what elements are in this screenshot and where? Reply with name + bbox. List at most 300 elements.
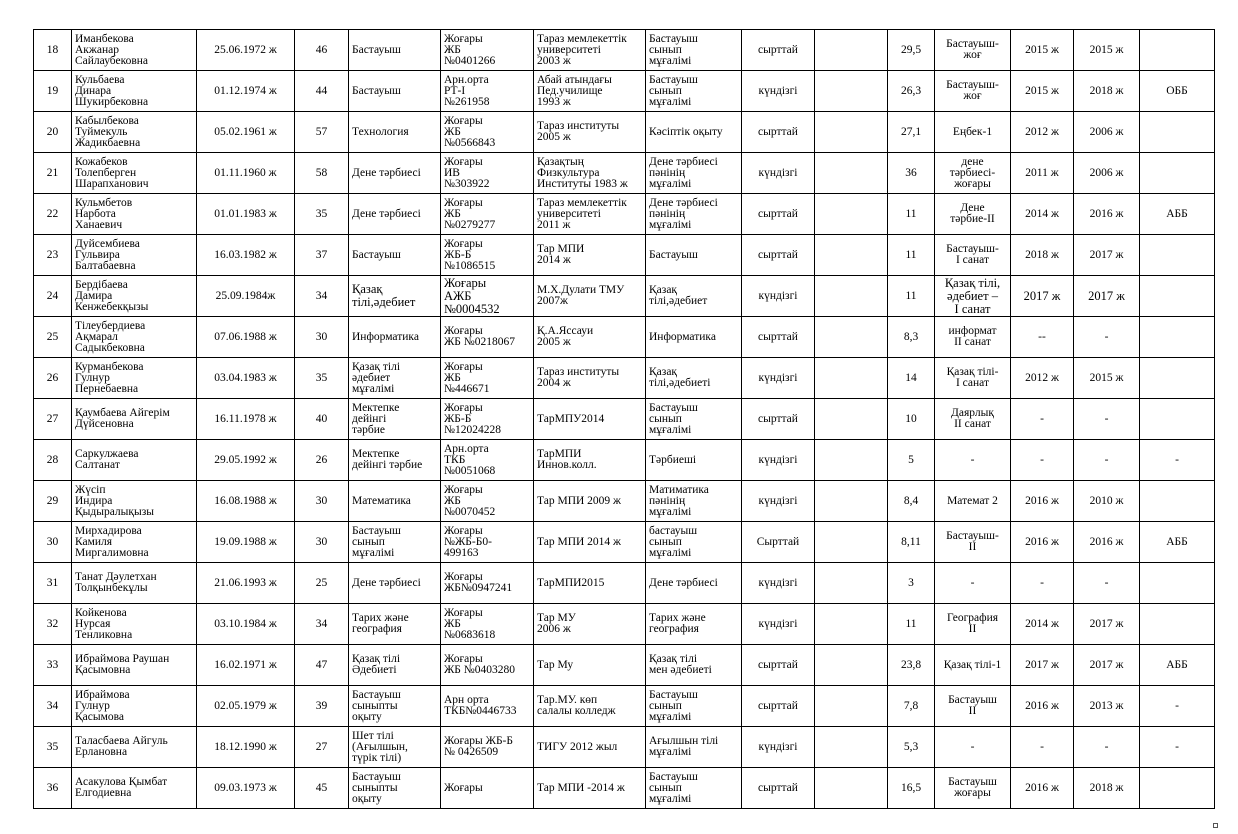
cell-specialty: Дене тәрбиесі пәнінің мұғалімі: [646, 153, 742, 194]
cell-specialty: Информатика: [646, 317, 742, 358]
cell-subject: Бастауыш сынып мұғалімі: [349, 522, 441, 563]
cell-age: 35: [295, 194, 349, 235]
cell-award: АББ: [1140, 194, 1215, 235]
cell-age: 46: [295, 30, 349, 71]
cell-attestation-year: -: [1074, 440, 1140, 481]
cell-course-year: 2016 ж: [1011, 768, 1074, 809]
cell-age: 30: [295, 481, 349, 522]
cell-award: [1140, 358, 1215, 399]
cell-education-diploma: Жоғары ЖБ№0947241: [441, 563, 534, 604]
cell-category: Бастауыш- жоғ: [935, 71, 1011, 112]
cell-education-diploma: Жоғары ЖБ №0683618: [441, 604, 534, 645]
table-row: [34, 112, 1215, 153]
cell-experience-years: 29,5: [888, 30, 935, 71]
cell-specialty: Бастауыш сынып мұғалімі: [646, 768, 742, 809]
cell-empty-column: [815, 768, 888, 809]
cell-experience-years: 11: [888, 235, 935, 276]
cell-birth-date: 01.01.1983 ж: [197, 194, 295, 235]
table-row: [34, 235, 1215, 276]
cell-full-name: Асакулова Қымбат Елгодиевна: [72, 768, 197, 809]
cell-birth-date: 25.06.1972 ж: [197, 30, 295, 71]
cell-institution: Тар МПИ 2014 ж: [534, 235, 646, 276]
cell-empty-column: [815, 358, 888, 399]
cell-full-name: Таласбаева Айгуль Ерлановна: [72, 727, 197, 768]
cell-study-form: сырттай: [742, 235, 815, 276]
table-row: [34, 440, 1215, 481]
cell-attestation-year: 2013 ж: [1074, 686, 1140, 727]
cell-category: Бастауыш жоғары: [935, 768, 1011, 809]
cell-age: 57: [295, 112, 349, 153]
cell-experience-years: 8,11: [888, 522, 935, 563]
cell-row-number: 26: [34, 358, 72, 399]
cell-attestation-year: -: [1074, 399, 1140, 440]
cell-education-diploma: Жоғары ЖБ №0566843: [441, 112, 534, 153]
cell-row-number: 31: [34, 563, 72, 604]
cell-course-year: 2018 ж: [1011, 235, 1074, 276]
cell-study-form: сырттай: [742, 645, 815, 686]
cell-empty-column: [815, 71, 888, 112]
cell-full-name: Тілеубердиева Ақмарал Садыкбековна: [72, 317, 197, 358]
table-row: [34, 686, 1215, 727]
cell-full-name: Ибраймова Раушан Қасымовна: [72, 645, 197, 686]
cell-education-diploma: Жоғары ЖБ №0279277: [441, 194, 534, 235]
cell-institution: Тар.МУ. көп салалы колледж: [534, 686, 646, 727]
cell-experience-years: 23,8: [888, 645, 935, 686]
cell-empty-column: [815, 563, 888, 604]
cell-course-year: 2017 ж: [1011, 276, 1074, 317]
cell-subject: Тарих және география: [349, 604, 441, 645]
cell-education-diploma: Жоғары ЖБ №0401266: [441, 30, 534, 71]
cell-institution: Тар МПИ 2014 ж: [534, 522, 646, 563]
cell-experience-years: 5: [888, 440, 935, 481]
cell-row-number: 19: [34, 71, 72, 112]
cell-birth-date: 29.05.1992 ж: [197, 440, 295, 481]
cell-empty-column: [815, 686, 888, 727]
cell-award: АББ: [1140, 645, 1215, 686]
cell-award: [1140, 276, 1215, 317]
cell-row-number: 32: [34, 604, 72, 645]
cell-study-form: сырттай: [742, 768, 815, 809]
cell-experience-years: 8,3: [888, 317, 935, 358]
cell-full-name: Бердібаева Дамира Кенжебекқызы: [72, 276, 197, 317]
cell-category: Бастауыш- І санат: [935, 235, 1011, 276]
cell-education-diploma: Жоғары ЖБ №0403280: [441, 645, 534, 686]
cell-study-form: Сырттай: [742, 522, 815, 563]
cell-course-year: 2016 ж: [1011, 686, 1074, 727]
cell-institution: Тар МУ 2006 ж: [534, 604, 646, 645]
cell-attestation-year: 2015 ж: [1074, 358, 1140, 399]
cell-category: Математ 2: [935, 481, 1011, 522]
cell-category: География ІІ: [935, 604, 1011, 645]
cell-award: [1140, 768, 1215, 809]
cell-attestation-year: 2010 ж: [1074, 481, 1140, 522]
cell-experience-years: 16,5: [888, 768, 935, 809]
cell-row-number: 21: [34, 153, 72, 194]
cell-full-name: Танат Дәулетхан Толқынбекұлы: [72, 563, 197, 604]
cell-subject: Дене тәрбиесі: [349, 563, 441, 604]
cell-birth-date: 07.06.1988 ж: [197, 317, 295, 358]
cell-specialty: Бастауыш сынып мұғалімі: [646, 30, 742, 71]
cell-study-form: сырттай: [742, 317, 815, 358]
cell-subject: Дене тәрбиесі: [349, 194, 441, 235]
cell-award: [1140, 153, 1215, 194]
cell-row-number: 34: [34, 686, 72, 727]
cell-course-year: 2016 ж: [1011, 481, 1074, 522]
cell-experience-years: 3: [888, 563, 935, 604]
cell-course-year: 2015 ж: [1011, 71, 1074, 112]
cell-attestation-year: 2018 ж: [1074, 768, 1140, 809]
cell-attestation-year: 2017 ж: [1074, 235, 1140, 276]
cell-award: ОББ: [1140, 71, 1215, 112]
cell-course-year: 2015 ж: [1011, 30, 1074, 71]
cell-full-name: Дуйсембиева Гульвира Балтабаевна: [72, 235, 197, 276]
cell-institution: Тар МПИ 2009 ж: [534, 481, 646, 522]
cell-study-form: сырттай: [742, 30, 815, 71]
cell-award: [1140, 112, 1215, 153]
cell-birth-date: 03.10.1984 ж: [197, 604, 295, 645]
cell-specialty: Дене тәрбиесі пәнінің мұғалімі: [646, 194, 742, 235]
cell-age: 44: [295, 71, 349, 112]
cell-study-form: күндізгі: [742, 440, 815, 481]
cell-institution: Тараз мемлекеттік университеті 2011 ж: [534, 194, 646, 235]
cell-category: дене тәрбиесі- жоғары: [935, 153, 1011, 194]
cell-study-form: сырттай: [742, 399, 815, 440]
cell-age: 25: [295, 563, 349, 604]
cell-experience-years: 11: [888, 194, 935, 235]
cell-study-form: сырттай: [742, 194, 815, 235]
cell-age: 45: [295, 768, 349, 809]
cell-specialty: Қазақ тілі,әдебиеті: [646, 358, 742, 399]
cell-education-diploma: Арн.орта РТ-І №261958: [441, 71, 534, 112]
cell-award: -: [1140, 727, 1215, 768]
cell-specialty: Бастауыш: [646, 235, 742, 276]
cell-subject: Информатика: [349, 317, 441, 358]
cell-attestation-year: 2006 ж: [1074, 153, 1140, 194]
cell-empty-column: [815, 235, 888, 276]
table-row: [34, 71, 1215, 112]
cell-institution: Тар Му: [534, 645, 646, 686]
cell-education-diploma: Жоғары ЖБ №0070452: [441, 481, 534, 522]
cell-subject: Мектепке дейінгі тәрбие: [349, 399, 441, 440]
cell-attestation-year: 2018 ж: [1074, 71, 1140, 112]
cell-empty-column: [815, 112, 888, 153]
cell-attestation-year: 2015 ж: [1074, 30, 1140, 71]
cell-birth-date: 16.11.1978 ж: [197, 399, 295, 440]
cell-empty-column: [815, 522, 888, 563]
cell-empty-column: [815, 194, 888, 235]
cell-full-name: Кожабеков Толепберген Шарапханович: [72, 153, 197, 194]
cell-study-form: күндізгі: [742, 604, 815, 645]
cell-award: АББ: [1140, 522, 1215, 563]
cell-study-form: сырттай: [742, 112, 815, 153]
cell-full-name: Кульмбетов Нарбота Ханаевич: [72, 194, 197, 235]
cell-experience-years: 7,8: [888, 686, 935, 727]
cell-specialty: Дене тәрбиесі: [646, 563, 742, 604]
cell-education-diploma: Жоғары №ЖБ-Б0- 499163: [441, 522, 534, 563]
table-row: [34, 399, 1215, 440]
cell-subject: Технология: [349, 112, 441, 153]
cell-row-number: 25: [34, 317, 72, 358]
cell-course-year: 2017 ж: [1011, 645, 1074, 686]
cell-experience-years: 14: [888, 358, 935, 399]
cell-specialty: Бастауыш сынып мұғалімі: [646, 399, 742, 440]
cell-experience-years: 8,4: [888, 481, 935, 522]
cell-specialty: Кәсіптік оқыту: [646, 112, 742, 153]
cell-age: 40: [295, 399, 349, 440]
cell-birth-date: 19.09.1988 ж: [197, 522, 295, 563]
cell-full-name: Кабылбекова Туймекуль Жадикбаевна: [72, 112, 197, 153]
cell-institution: Тар МПИ -2014 ж: [534, 768, 646, 809]
cell-subject: Қазақ тілі,әдебиет: [349, 276, 441, 317]
cell-study-form: күндізгі: [742, 563, 815, 604]
cell-empty-column: [815, 645, 888, 686]
cell-age: 35: [295, 358, 349, 399]
table-row: [34, 768, 1215, 809]
cell-category: Бастауыш- жоғ: [935, 30, 1011, 71]
cell-experience-years: 5,3: [888, 727, 935, 768]
table-row: [34, 194, 1215, 235]
cell-award: -: [1140, 686, 1215, 727]
cell-row-number: 27: [34, 399, 72, 440]
cell-row-number: 29: [34, 481, 72, 522]
cell-empty-column: [815, 440, 888, 481]
cell-birth-date: 16.08.1988 ж: [197, 481, 295, 522]
cell-birth-date: 01.12.1974 ж: [197, 71, 295, 112]
cell-education-diploma: Жоғары: [441, 768, 534, 809]
cell-full-name: Кульбаева Динара Шукирбековна: [72, 71, 197, 112]
table-row: [34, 153, 1215, 194]
cell-experience-years: 36: [888, 153, 935, 194]
cell-category: Еңбек-1: [935, 112, 1011, 153]
cell-institution: ТарМПИ2015: [534, 563, 646, 604]
cell-course-year: 2011 ж: [1011, 153, 1074, 194]
cell-education-diploma: Арн орта ТКБ№0446733: [441, 686, 534, 727]
cell-institution: Абай атындағы Пед.училище 1993 ж: [534, 71, 646, 112]
cell-education-diploma: Жоғары ЖБ-Б № 0426509: [441, 727, 534, 768]
cell-specialty: Ағылшын тілі мұғалімі: [646, 727, 742, 768]
cell-age: 34: [295, 604, 349, 645]
cell-course-year: 2016 ж: [1011, 522, 1074, 563]
cell-award: [1140, 563, 1215, 604]
table-row: [34, 358, 1215, 399]
cell-institution: Қ.А.Яссауи 2005 ж: [534, 317, 646, 358]
cell-empty-column: [815, 399, 888, 440]
cell-award: [1140, 317, 1215, 358]
cell-age: 47: [295, 645, 349, 686]
cell-birth-date: 18.12.1990 ж: [197, 727, 295, 768]
cell-age: 34: [295, 276, 349, 317]
cell-course-year: -: [1011, 727, 1074, 768]
cell-attestation-year: 2017 ж: [1074, 604, 1140, 645]
cell-birth-date: 21.06.1993 ж: [197, 563, 295, 604]
cell-award: [1140, 30, 1215, 71]
cell-birth-date: 16.02.1971 ж: [197, 645, 295, 686]
cell-course-year: 2012 ж: [1011, 112, 1074, 153]
table-row: [34, 481, 1215, 522]
cell-subject: Математика: [349, 481, 441, 522]
table-row: [34, 276, 1215, 317]
cell-subject: Қазақ тілі Әдебиеті: [349, 645, 441, 686]
cell-full-name: Мирхадирова Камиля Миргалимовна: [72, 522, 197, 563]
cell-institution: М.Х.Дулати ТМУ 2007ж: [534, 276, 646, 317]
cell-institution: Тараз институты 2005 ж: [534, 112, 646, 153]
cell-attestation-year: 2006 ж: [1074, 112, 1140, 153]
cell-course-year: 2014 ж: [1011, 194, 1074, 235]
cell-age: 26: [295, 440, 349, 481]
cell-specialty: бастауыш сынып мұғалімі: [646, 522, 742, 563]
cell-full-name: Саркулжаева Салтанат: [72, 440, 197, 481]
cell-specialty: Тарих және география: [646, 604, 742, 645]
cell-row-number: 28: [34, 440, 72, 481]
cell-course-year: 2012 ж: [1011, 358, 1074, 399]
cell-empty-column: [815, 727, 888, 768]
cell-specialty: Қазақ тілі,әдебиет: [646, 276, 742, 317]
cell-full-name: Ибраймова Гулнур Қасымова: [72, 686, 197, 727]
cell-age: 58: [295, 153, 349, 194]
cell-course-year: --: [1011, 317, 1074, 358]
cell-category: Бастауыш- ІІ: [935, 522, 1011, 563]
table-resize-handle[interactable]: [1213, 823, 1218, 828]
cell-age: 27: [295, 727, 349, 768]
cell-institution: Тараз мемлекеттік университеті 2003 ж: [534, 30, 646, 71]
cell-attestation-year: 2016 ж: [1074, 194, 1140, 235]
cell-education-diploma: Жоғары ЖБ №446671: [441, 358, 534, 399]
cell-study-form: күндізгі: [742, 276, 815, 317]
table-row: [34, 563, 1215, 604]
cell-subject: Қазақ тілі әдебиет мұғалімі: [349, 358, 441, 399]
cell-award: -: [1140, 440, 1215, 481]
cell-award: [1140, 399, 1215, 440]
cell-specialty: Бастауыш сынып мұғалімі: [646, 71, 742, 112]
cell-subject: Мектепке дейінгі тәрбие: [349, 440, 441, 481]
cell-full-name: Қаумбаева Айгерім Дүйсеновна: [72, 399, 197, 440]
cell-full-name: Жүсіп Индира Қыдыралықызы: [72, 481, 197, 522]
cell-age: 37: [295, 235, 349, 276]
cell-attestation-year: 2017 ж: [1074, 276, 1140, 317]
cell-row-number: 24: [34, 276, 72, 317]
cell-subject: Шет тілі (Ағылшын, түрік тілі): [349, 727, 441, 768]
cell-subject: Дене тәрбиесі: [349, 153, 441, 194]
cell-row-number: 30: [34, 522, 72, 563]
cell-empty-column: [815, 276, 888, 317]
cell-birth-date: 01.11.1960 ж: [197, 153, 295, 194]
cell-education-diploma: Жоғары ЖБ №0218067: [441, 317, 534, 358]
cell-course-year: -: [1011, 563, 1074, 604]
table-row: [34, 604, 1215, 645]
cell-full-name: Иманбекова Акжанар Сайлаубековна: [72, 30, 197, 71]
cell-subject: Бастауыш: [349, 71, 441, 112]
cell-subject: Бастауыш сыныпты оқыту: [349, 686, 441, 727]
cell-subject: Бастауыш: [349, 235, 441, 276]
cell-full-name: Койкенова Нурсая Тенликовна: [72, 604, 197, 645]
cell-study-form: күндізгі: [742, 481, 815, 522]
cell-age: 30: [295, 522, 349, 563]
cell-row-number: 18: [34, 30, 72, 71]
cell-subject: Бастауыш: [349, 30, 441, 71]
cell-study-form: күндізгі: [742, 71, 815, 112]
cell-category: Бастауыш ІІ: [935, 686, 1011, 727]
cell-empty-column: [815, 153, 888, 194]
table-row: [34, 645, 1215, 686]
cell-experience-years: 26,3: [888, 71, 935, 112]
cell-study-form: сырттай: [742, 686, 815, 727]
cell-row-number: 23: [34, 235, 72, 276]
table-row: [34, 317, 1215, 358]
cell-institution: Тараз институты 2004 ж: [534, 358, 646, 399]
cell-course-year: -: [1011, 440, 1074, 481]
cell-row-number: 36: [34, 768, 72, 809]
cell-birth-date: 05.02.1961 ж: [197, 112, 295, 153]
cell-award: [1140, 235, 1215, 276]
cell-birth-date: 25.09.1984ж: [197, 276, 295, 317]
cell-attestation-year: 2017 ж: [1074, 645, 1140, 686]
cell-birth-date: 03.04.1983 ж: [197, 358, 295, 399]
cell-experience-years: 10: [888, 399, 935, 440]
cell-attestation-year: 2016 ж: [1074, 522, 1140, 563]
table-row: [34, 30, 1215, 71]
cell-experience-years: 27,1: [888, 112, 935, 153]
cell-experience-years: 11: [888, 604, 935, 645]
cell-empty-column: [815, 604, 888, 645]
cell-institution: ТИГУ 2012 жыл: [534, 727, 646, 768]
cell-education-diploma: Арн.орта ТКБ №0051068: [441, 440, 534, 481]
cell-experience-years: 11: [888, 276, 935, 317]
cell-award: [1140, 481, 1215, 522]
cell-specialty: Матиматика пәнінің мұғалімі: [646, 481, 742, 522]
cell-row-number: 33: [34, 645, 72, 686]
cell-institution: Қазақтың Физкультура Институты 1983 ж: [534, 153, 646, 194]
cell-institution: ТарМПУ2014: [534, 399, 646, 440]
cell-birth-date: 02.05.1979 ж: [197, 686, 295, 727]
cell-specialty: Қазақ тілі мен әдебиеті: [646, 645, 742, 686]
cell-row-number: 22: [34, 194, 72, 235]
cell-category: -: [935, 563, 1011, 604]
cell-institution: ТарМПИ Иннов.колл.: [534, 440, 646, 481]
cell-course-year: 2014 ж: [1011, 604, 1074, 645]
cell-award: [1140, 604, 1215, 645]
cell-subject: Бастауыш сыныпты оқыту: [349, 768, 441, 809]
cell-row-number: 20: [34, 112, 72, 153]
cell-category: Қазақ тілі, әдебиет – І санат: [935, 276, 1011, 317]
cell-education-diploma: Жоғары АЖБ №0004532: [441, 276, 534, 317]
cell-category: Дене тәрбие-ІІ: [935, 194, 1011, 235]
cell-empty-column: [815, 30, 888, 71]
cell-education-diploma: Жоғары ЖБ-Б №1086515: [441, 235, 534, 276]
cell-birth-date: 09.03.1973 ж: [197, 768, 295, 809]
cell-specialty: Бастауыш сынып мұғалімі: [646, 686, 742, 727]
cell-category: Даярлық ІІ санат: [935, 399, 1011, 440]
cell-study-form: күндізгі: [742, 153, 815, 194]
table-row: [34, 727, 1215, 768]
cell-age: 39: [295, 686, 349, 727]
cell-education-diploma: Жоғары ИВ №303922: [441, 153, 534, 194]
cell-category: Қазақ тілі-1: [935, 645, 1011, 686]
cell-education-diploma: Жоғары ЖБ-Б №12024228: [441, 399, 534, 440]
cell-empty-column: [815, 481, 888, 522]
cell-attestation-year: -: [1074, 727, 1140, 768]
cell-attestation-year: -: [1074, 563, 1140, 604]
cell-category: -: [935, 440, 1011, 481]
cell-row-number: 35: [34, 727, 72, 768]
cell-full-name: Курманбекова Гулнур Пернебаевна: [72, 358, 197, 399]
cell-birth-date: 16.03.1982 ж: [197, 235, 295, 276]
cell-empty-column: [815, 317, 888, 358]
table-row: [34, 522, 1215, 563]
cell-study-form: күндізгі: [742, 727, 815, 768]
staff-table: [33, 29, 1215, 809]
cell-category: -: [935, 727, 1011, 768]
cell-course-year: -: [1011, 399, 1074, 440]
